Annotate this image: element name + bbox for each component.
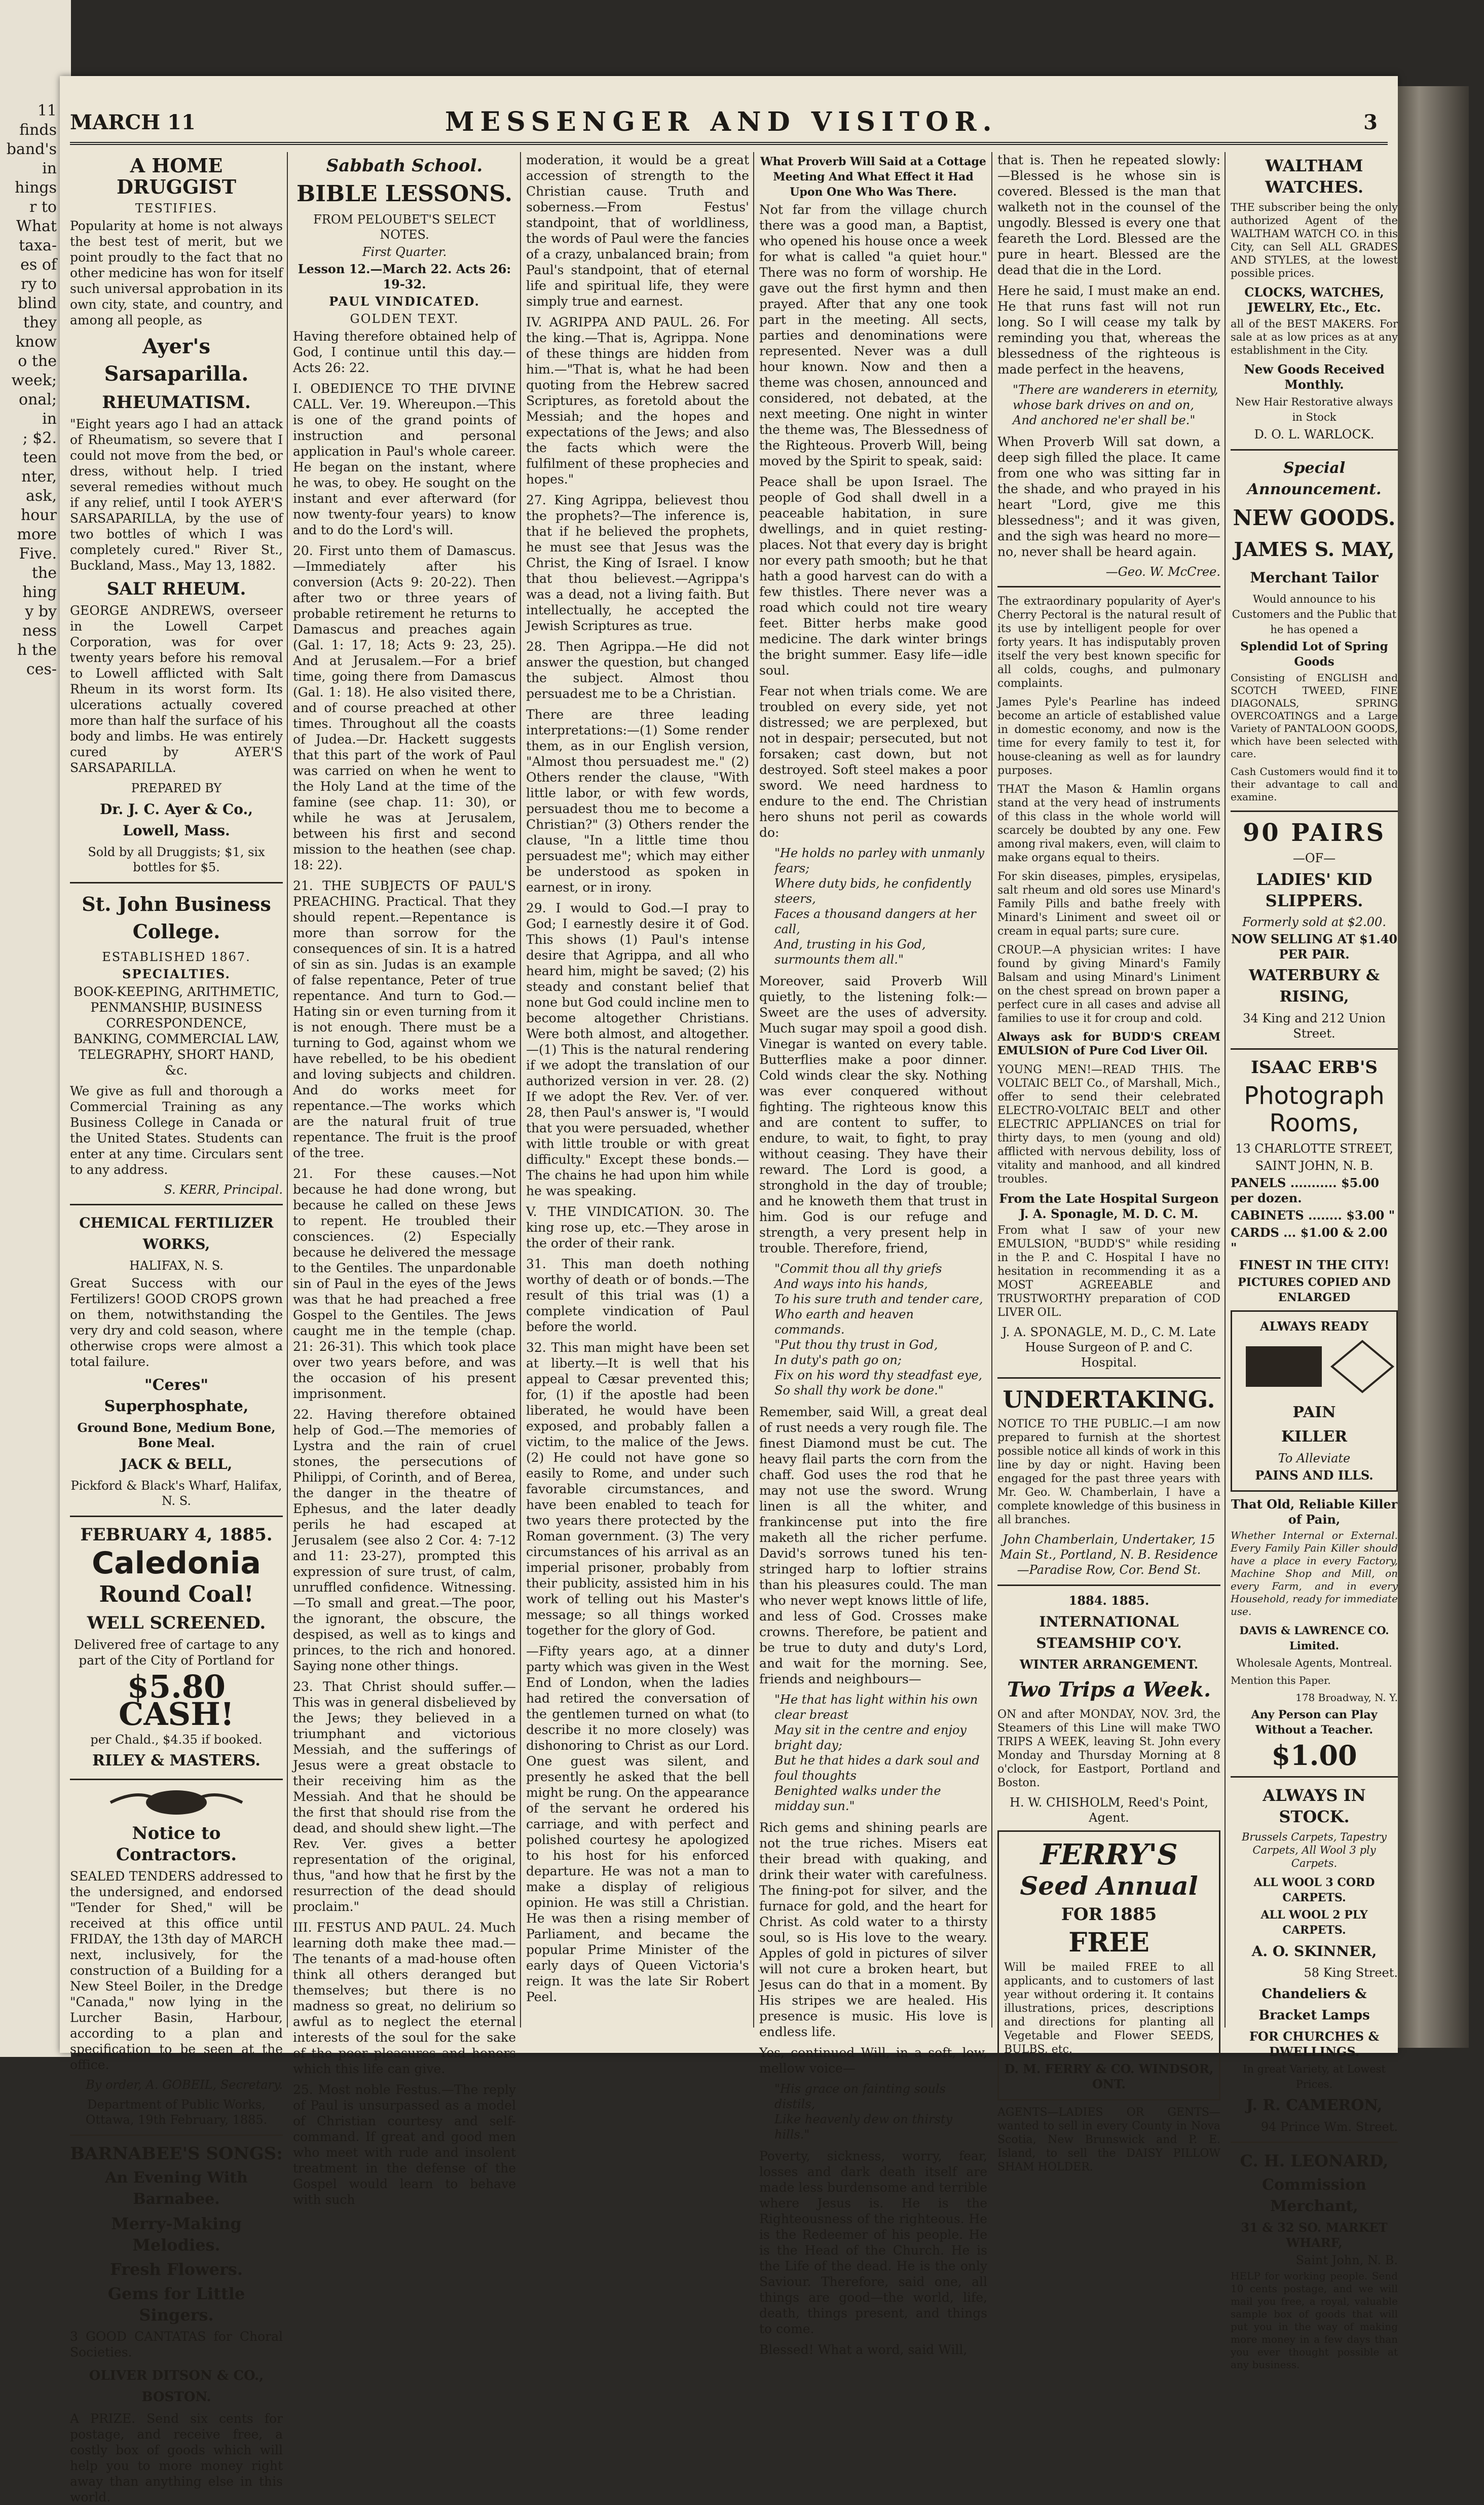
riley-masters: RILEY & MASTERS.	[92, 1752, 261, 1770]
college-established: ESTABLISHED 1867.	[102, 950, 251, 964]
fertilizer-location: HALIFAX, N. S.	[129, 1259, 224, 1273]
ad-paragraph: For skin diseases, pimples, erysipelas, salt rheum and old sores use Minard's Family Pills and bathe freely with Minard's Liniment and sweet oil or cream in equal parts; sure cure.	[997, 870, 1220, 938]
article-paragraph: When Proverb Will sat down, a deep sigh filled the place. It came from one who was sitting far in the shade, and who prayed in his heart "Lord, give me this blessedness"; and it was given, and the sigh was heard no more—no, never shall be heard again.	[997, 434, 1220, 559]
carpets-text: Brussels Carpets, Tapestry Carpets, All Wool 3 ply Carpets.	[1241, 1831, 1387, 1869]
ad-paragraph: YOUNG MEN!—READ THIS. The VOLTAIC BELT Co., of Marshall, Mich., offer to send their celebrated ELECTRO-VOLTAIC BELT and other ELECTRIC APPLIANCES on trial for thirty days, to men (young and old) afflicted with nervous debility, loss of vitality and manhood, and all kindred troubles.	[997, 1063, 1220, 1186]
article-paragraph: Poverty, sickness, worry, fear, losses and dark death itself are made less burdensome and terrible where Jesus is. He is the Righteousness of the righteous. He is the Redeemer of his people. He is the Head of the Church. He is the Life of the dead. He is the only Saviour. Therefore, said one, all things are good—the world, life, death, things present, and things to come.	[759, 2149, 987, 2336]
finest-label: FINEST IN THE CITY!	[1239, 1258, 1390, 1272]
gems-heading: Gems for Little Singers.	[107, 2284, 245, 2325]
erb-city: SAINT JOHN, N. B.	[1255, 1159, 1374, 1173]
bone-products: Ground Bone, Medium Bone, Bone Meal.	[77, 1420, 276, 1450]
evening-heading: An Evening With Barnabee.	[105, 2169, 248, 2208]
college-heading: St. John Business College.	[82, 893, 271, 943]
adjacent-page-fragment: they	[23, 314, 57, 331]
merry-heading: Merry-Making Melodies.	[111, 2214, 242, 2255]
agents-ad: AGENTS—LADIES OR GENTS—wanted to sell in every County in Nova Scotia, New Brunswick and P. E. Island, to sell the DAISY PILLOW SHAM HOLDER.	[997, 2106, 1220, 2174]
book-page-edges	[1398, 86, 1469, 2048]
adjacent-page-fragment: o the	[18, 352, 57, 370]
lesson-paragraph: IV. AGRIPPA AND PAUL. 26. For the king.—That is, Agrippa. None of these things are hidden from him.—"That is, what he had been quoting from the Hebrew sacred Scriptures, as foretold about the Messiah; and the hopes and expectations of the Jews; and also the facts which were the fulfilment of these prophecies and hopes."	[526, 315, 749, 487]
may-text: Consisting of ENGLISH and SCOTCH TWEED, FINE DIAGONALS, SPRING OVERCOATINGS and a Large Variety of PANTALOON GOODS, which have been selected with care.	[1231, 672, 1398, 760]
article-poem: "Commit thou all thy griefs And ways into his hands, To his sure truth and tender care, Who earth and heaven commands. "Put thou thy trust in God, In duty's path go on; Fix on his word thy steadfast eye, So shall thy work be done."	[774, 1262, 983, 1397]
davis-lawrence: DAVIS & LAWRENCE CO. Limited.	[1239, 1624, 1389, 1652]
formerly-price: Formerly sold at $2.00.	[1242, 915, 1386, 929]
cards-price: CARDS ... $1.00 & 2.00 "	[1231, 1225, 1388, 1255]
new-goods-heading: NEW GOODS.	[1233, 505, 1396, 530]
lesson-paragraph: 31. This man doeth nothing worthy of death or of bonds.—The result of this trial was (1) a complete vindication of Paul before the world.	[526, 1257, 749, 1334]
copied-label: PICTURES COPIED AND ENLARGED	[1238, 1276, 1391, 1304]
ferry-company: D. M. FERRY & CO. WINDSOR, ONT.	[1004, 2061, 1214, 2091]
column-rule	[287, 152, 288, 2028]
photograph-rooms: Photograph Rooms,	[1244, 1082, 1385, 1137]
rheumatism-text: "Eight years ago I had an attack of Rheumatism, so severe that I could not move from the bed, or dress, without help. I tried several remedies without much if any relief, until I took AYER'S SARSAPARILLA, by the use of two bottles of which I was completely cured." River St., Buckland, Mass., May 13, 1882.	[70, 417, 283, 573]
always-stock-heading: ALWAYS IN STOCK.	[1263, 1786, 1366, 1826]
divider	[1231, 1048, 1398, 1050]
adjacent-page-fragment: know	[15, 333, 57, 351]
lesson-paragraph: moderation, it would be a great accession of strength to the Christian cause. Truth and soberness.—From Festus' standpoint, that of worldliness, the words of Paul were the fancies of a crazy, unbalanced brain; from Paul's standpoint, that of eternal life and spiritual life, they were simply true and earnest.	[526, 153, 749, 309]
quarter-label: First Quarter.	[362, 245, 447, 259]
variety-label: In great Variety, at Lowest Prices.	[1243, 2063, 1386, 2090]
help-ad: HELP for working people. Send 10 cents postage, and we will mail you free, a royal, valuable sample box of goods that will put you in the way of making more money in a few days than you ever thought possible at any business.	[1231, 2270, 1398, 2371]
warlock-name: D. O. L. WARLOCK.	[1254, 427, 1375, 441]
contractors-department: Department of Public Works, Ottawa, 19th February, 1885.	[85, 2097, 268, 2127]
leonard-city: Saint John, N. B.	[1295, 2253, 1398, 2267]
ad-paragraph: The extraordinary popularity of Ayer's Cherry Pectoral is the natural result of its use by intelligent people for over forty years. It has indisputably proven itself the very best known specific for all colds, coughs, and pulmonary complaints.	[997, 595, 1220, 690]
steamship-text: ON and after MONDAY, NOV. 3rd, the Steamers of this Line will make TWO TRIPS A WEEK, leaving St. John every Monday and Thursday Morning at 8 o'clock, for Eastport, Portland and Boston.	[997, 1708, 1220, 1789]
reliable-heading: That Old, Reliable Killer of Pain,	[1231, 1497, 1398, 1527]
adjacent-page-fragment: es of	[20, 256, 57, 274]
divider	[997, 1585, 1220, 1586]
column-6-ads	[1231, 152, 1398, 2371]
ceres-heading: "Ceres" Superphosphate,	[104, 1376, 249, 1415]
college-specialties-heading: SPECIALTIES.	[122, 967, 231, 981]
lesson-paragraph: III. FESTUS AND PAUL. 24. Much learning doth make thee mad.—The tenants of a mad-house often think all others deranged but themselves; but there is no madness so great, no delirium so awful as to neglect the eternal interests of the soul for the sake of the poor pleasures and honors which this life can give.	[293, 1920, 516, 2076]
merchant-tailor: Merchant Tailor	[1250, 569, 1379, 586]
salt-rheum-heading: SALT RHEUM.	[106, 579, 246, 599]
column-1-ads	[70, 152, 283, 2504]
adjacent-page-fragment: h the	[17, 641, 57, 659]
special-announcement: Special Announcement.	[1247, 459, 1382, 498]
seed-text: Will be mailed FREE to all applicants, and to customers of last year without ordering it. It contains illustrations, prices, descriptions and directions for planting all Vegetable and Flower SEEDS, BULBS, etc.	[1004, 1961, 1214, 2056]
new-goods-monthly: New Goods Received Monthly.	[1244, 362, 1385, 392]
free-label: FREE	[1068, 1927, 1149, 1958]
chandeliers-heading: Chandeliers & Bracket Lamps	[1258, 1986, 1370, 2023]
coal-date: FEBRUARY 4, 1885.	[80, 1525, 273, 1545]
seed-annual: Seed Annual	[1020, 1871, 1198, 1901]
steamship-agent: H. W. CHISHOLM, Reed's Point, Agent.	[1010, 1795, 1208, 1825]
crest-icon	[100, 1787, 252, 1818]
erb-heading: ISAAC ERB'S	[1251, 1057, 1378, 1078]
seed-year: FOR 1885	[1061, 1904, 1157, 1925]
wholesale-agents: Wholesale Agents, Montreal.	[1236, 1657, 1392, 1669]
column-2-bible-lessons	[293, 152, 516, 2207]
erb-street: 13 CHARLOTTE STREET,	[1235, 1141, 1393, 1156]
article-signature: —Geo. W. McCree.	[1105, 565, 1220, 579]
ditson-company: OLIVER DITSON & CO., BOSTON.	[89, 2368, 264, 2405]
adjacent-page-fragment: ; $2.	[22, 429, 57, 447]
ad-paragraph: THAT the Mason & Hamlin organs stand at the very head of instruments of this class in the whole world will scarcely be doubted by any one. Few among rival makers, even, will claim to make organs equal to theirs.	[997, 783, 1220, 864]
barnabee-heading: BARNABEE'S SONGS:	[70, 2144, 283, 2164]
adjacent-page-fragment: finds	[19, 121, 57, 139]
broadway-address: 178 Broadway, N. Y.	[1295, 1691, 1398, 1704]
druggist-subheading: TESTIFIES.	[135, 201, 218, 215]
alleviate-label: To Alleviate	[1278, 1451, 1351, 1465]
column-rule	[520, 152, 521, 2028]
pain-killer-bottle-icon	[1241, 1336, 1388, 1397]
article-paragraph: Fear not when trials come. We are troubled on every side, yet not distressed; we are perplexed, but not in despair; persecuted, but not forsaken; cast down, but not destroyed. Soft steel makes a poor sword. We need hardness to endure to the end. The Christian hero shuns not peril as cowards do:	[759, 684, 987, 840]
lesson-paragraph: 27. King Agrippa, believest thou the prophets?—The inference is, that if he believed the prophets, he must see that Jesus was the Christ, the King of Israel. I know that thou believest.—Agrippa's was a dead, not a living faith. But intellectually, he accepted the Jewish Scriptures as true.	[526, 493, 749, 633]
waterbury-rising: WATERBURY & RISING,	[1248, 967, 1380, 1006]
mention-paper: Mention this Paper.	[1231, 1674, 1331, 1686]
ad-paragraph: Always ask for BUDD'S CREAM EMULSION of Pure Cod Liver Oil.	[997, 1030, 1220, 1057]
newspaper-page	[60, 76, 1398, 2504]
adjacent-page-fragment: taxa-	[19, 237, 57, 254]
article-poem: "He that has light within his own clear breast May sit in the centre and enjoy bright day; But he that hides a dark soul and foul thoughts Benighted walks under the midday sun."	[774, 1692, 980, 1813]
spring-goods: Splendid Lot of Spring Goods	[1240, 640, 1388, 669]
lesson-paragraph: 21. THE SUBJECTS OF PAUL'S PREACHING. Practical. That they should repent.—Repentance is more than sorrow for the consequences of sin. It is a hatred of sin as sin. Judas is an example of false repentance, Peter of true repentance. And turn to God.—Hating sin or even turning from it is not enough. There must be a turning to God, against whom we have rebelled, to be his obedient and loving subjects and children. And do works meet for repentance.—The works which are the natural fruit of true repentance. The fruit is the proof of the tree.	[293, 878, 516, 1160]
adjacent-page-fragment: ry to	[21, 275, 57, 293]
divider	[70, 2134, 283, 2136]
always-ready: ALWAYS READY	[1259, 1319, 1369, 1334]
column-rule	[753, 152, 754, 2028]
waterbury-address: 34 King and 212 Union Street.	[1243, 1011, 1386, 1041]
coal-price: $5.80 CASH!	[118, 1668, 235, 1733]
skinner-address: 58 King Street.	[1304, 1966, 1398, 1980]
hair-restorative: New Hair Restorative always in Stock	[1235, 396, 1393, 423]
fertilizer-heading: CHEMICAL FERTILIZER WORKS,	[79, 1214, 274, 1252]
wool-3-cord: ALL WOOL 3 CORD CARPETS.	[1253, 1876, 1375, 1904]
of-label: —OF—	[1292, 851, 1336, 865]
column-rule	[991, 152, 992, 2028]
college-specialties: BOOK-KEEPING, ARITHMETIC, PENMANSHIP, BUSINESS CORRESPONDENCE, BANKING, COMMERCIAL LAW, TELEGRAPHY, SHORT HAND, &c.	[73, 984, 280, 1078]
divider	[1231, 811, 1398, 812]
watches-text: all of the BEST MAKERS. For sale at as low prices as at any establishment in the City.	[1231, 318, 1398, 356]
adjacent-page-fragment: blind	[18, 294, 57, 312]
adjacent-page-strip	[0, 101, 60, 1926]
lesson-label: Lesson 12.—March 22. Acts 26: 19-32.	[298, 262, 511, 291]
college-text: We give as full and thorough a Commercial Training as any Business College in Canada or the United States. Students can enter at any time. Circulars sent to any address.	[70, 1084, 283, 1177]
ayer-company: Dr. J. C. Ayer & Co., Lowell, Mass.	[100, 801, 253, 839]
steamship-years: 1884. 1885.	[1068, 1593, 1149, 1608]
adjacent-page-fragment: ask,	[26, 487, 57, 505]
now-selling: NOW SELLING AT $1.40 PER PAIR.	[1231, 932, 1398, 962]
per-chaldron: per Chald., $4.35 if booked.	[90, 1733, 263, 1747]
druggist-heading: A HOME DRUGGIST	[116, 154, 237, 198]
sabbath-school-heading: Sabbath School.	[326, 156, 483, 176]
fertilizer-text: Great Success with our Fertilizers! GOOD CROPS grown on them, notwithstanding the very dry and cold season, where otherwise crops were almost a total failure.	[70, 1276, 283, 1369]
article-paragraph: Remember, said Will, a great deal of rust needs a very rough file. The finest Diamond must be cut. The heavy flail parts the corn from the chaff. God uses the rod that he may not use the sword. Wrung linen is all the whiter, and frankincense put into the fire maketh all the richer perfume. David's sorrows tuned his ten-stringed harp to loftier strains than his pleasures could. The man who never wept knows little of life, and less of God. Crosses make crowns. Therefore, be patient and be true to duty and duty's Lord, and wait for the morning. See, friends and neighbours—	[759, 1405, 987, 1686]
coal-text: Delivered free of cartage to any part of the City of Portland for	[73, 1637, 279, 1668]
article-paragraph: Blessed! What a word, said Will,	[759, 2342, 968, 2357]
divider	[1231, 1776, 1398, 1778]
adjacent-page-fragment: ness	[22, 622, 57, 640]
sponagle-signature: J. A. SPONAGLE, M. D., C. M. Late House Surgeon of P. and C. Hospital.	[1002, 1325, 1216, 1370]
wool-2-ply: ALL WOOL 2 PLY CARPETS.	[1260, 1908, 1368, 1937]
sarsaparilla-heading: Ayer's Sarsaparilla.	[104, 335, 249, 386]
lesson-paragraph: 32. This man might have been set at liberty.—It is well that his appeal to Cæsar prevented this; for, (1) if the apostle had been liberated, he would have been exposed, and probably fallen a victim, to the malice of the Jews. (2) He could not have gone so easily to Rome, and under such favorable circumstances, and have been enabled to teach for two years there protected by the Roman government. (3) The very circumstances of his arrival as an imperial prisoner, probably from their publicity, assisted him in his work of telling out his Master's message; so all things worked together for the glory of God.	[526, 1340, 749, 1638]
article-paragraph: that is. Then he repeated slowly:—Blessed is he whose sin is covered. Blessed is the man that walketh not in the counsel of the ungodly. Blessed is every one that feareth the Lord. Blessed are the pure in heart. Blessed are the dead that die in the Lord.	[997, 153, 1220, 277]
cantatas-text: 3 GOOD CANTATAS for Choral Societies.	[70, 2329, 283, 2360]
watches-heading: WALTHAM WATCHES.	[1265, 156, 1363, 197]
page-number: 3	[1363, 110, 1378, 134]
article-paragraph: Peace shall be upon Israel. The people of God shall dwell in a peaceable habitation, in sure dwellings, and in quiet resting-places. Not that every day is bright nor every path smooth; but he that hath a good harvest can do with a few thistles. There never was a road which could not tire weary feet. Bitter herbs make good medicine. The dark winter brings the bright summer. Easy life—idle soul.	[759, 474, 987, 678]
cameron-name: J. R. CAMERON,	[1246, 2096, 1383, 2114]
cabinets-price: CABINETS ........ $3.00 "	[1231, 1208, 1395, 1223]
article-heading: What Proverb Will Said at a Cottage Meeting And What Effect it Had Upon One Who Was There.	[760, 155, 986, 199]
adjacent-page-fragment: 11	[37, 102, 57, 120]
adjacent-page-fragment: in	[42, 410, 57, 428]
lesson-paragraph: 23. That Christ should suffer.—This was in general disbelieved by the Jews; they believed in a triumphant and victorious Messiah, and the sufferings of Jesus were a great obstacle to their receiving him as the Messiah. And that he should be the first that should rise from the dead, and should shew light.—The Rev. Ver. gives a better representation of the original, thus, "and how that he first by the resurrection of the dead should proclaim."	[293, 1679, 516, 1914]
peloubet-source: FROM PELOUBET'S SELECT NOTES.	[313, 212, 496, 242]
undertaker-name: John Chamberlain, Undertaker, 15 Main St., Portland, N. B. Residence—Paradise Row, Cor. Bend St.	[1000, 1532, 1218, 1577]
golden-text-label: GOLDEN TEXT.	[350, 312, 459, 326]
article-paragraph: Yes, continued Will, in a soft, low, mellow voice—	[759, 2045, 987, 2076]
adjacent-page-fragment: teen	[23, 449, 57, 466]
adjacent-page-fragment: Five.	[19, 545, 57, 563]
commission-merchant: Commission Merchant,	[1262, 2176, 1366, 2215]
lesson-paragraph: I. OBEDIENCE TO THE DIVINE CALL. Ver. 19. Whereupon.—This is one of the grand points of instruction and personal application in Paul's whole career. He began on the instant, where he was, to obey. He sought on the instant and ever afterward (for now twenty-four years) to know and to do the Lord's will.	[293, 381, 516, 537]
lesson-paragraph: 20. First unto them of Damascus.—Immediately after his conversion (Acts 9: 20-22). Then after two or three years of probable retirement he returns to Damascus and preaches again (Gal. 1: 17, 18; Acts 9: 23, 25). And at Jerusalem.—For a brief time, going there from Damascus (Gal. 1: 18). He also visited there, and of course preached at other times. Throughout all the coasts of Judea.—Dr. Hackett suggests that this part of the work of Paul was carried on when he went to the Holy Land at the time of the famine (see chap. 11: 30), or while he was at Jerusalem, between his first and second mission to the heathen (see chap. 18: 22).	[293, 543, 516, 872]
adjacent-page-fragment: ces-	[26, 660, 57, 678]
adjacent-page-fragment: band's	[6, 140, 57, 158]
adjacent-page-fragment: r to	[29, 198, 57, 216]
divider	[997, 586, 1220, 587]
column-5-article-and-ads	[997, 152, 1220, 2174]
rheumatism-heading: RHEUMATISM.	[102, 392, 251, 413]
panels-price: PANELS ........... $5.00 per dozen.	[1231, 1175, 1380, 1205]
round-coal: Round Coal!	[99, 1581, 254, 1607]
pain-killer-ad	[1231, 1310, 1398, 1492]
adjacent-page-fragment: nter,	[21, 468, 57, 486]
lesson-paragraph: 29. I would to God.—I pray to God; I earnestly desire it of God. This shows (1) Paul's intense desire that Agrippa, and all who heard him, might be saved; (2) his steady and constant belief that none but God could incline men to become altogether Christians. Were both almost, and altogether.—(1) This is the natural rendering if we adopt the translation of our authorized version in ver. 28. (2) If we adopt the Rev. Ver. of ver. 28, then Paul's answer is, "I would that you were persuaded, whether with little trouble or with great difficulty." Except these bonds.—The chains he had upon him while he was speaking.	[526, 901, 749, 1198]
divider	[70, 1516, 283, 1517]
divider	[1231, 449, 1398, 451]
teacher-heading: Any Person can Play Without a Teacher.	[1251, 1708, 1378, 1737]
james-may: JAMES S. MAY,	[1234, 538, 1395, 561]
issue-date: MARCH 11	[70, 110, 196, 134]
divider	[997, 1377, 1220, 1379]
pain-label: PAIN	[1292, 1404, 1336, 1421]
lesson-paragraph: 21. For these causes.—Not because he had done wrong, but because he called on these Jews to repent. He troubled their consciences. (2) Especially because he delivered the message to the Gentiles. The unpardonable sin of Paul in the eyes of the Jews was that he had preached a free Gospel to the Gentiles. The Jews caught me in the temple (chap. 21: 26-31). This which took place over two years before, and was the occasion of his present imprisonment.	[293, 1166, 516, 1401]
prepared-by: PREPARED BY	[131, 781, 222, 795]
killer-label: KILLER	[1281, 1428, 1348, 1446]
winter-arrangement: WINTER ARRANGEMENT.	[1019, 1657, 1199, 1672]
adjacent-page-fragment: y by	[25, 603, 57, 620]
lesson-paragraph: 25. Most noble Festus.—The reply of Paul is unsurpassed as a model of Christian courtesy and self-command. If great and good men who meet with rude and insolent treatment in the defense of the Gospel would learn to behave with such	[293, 2082, 516, 2207]
ferry-heading: FERRY'S	[1040, 1838, 1178, 1871]
jack-bell-address: Pickford & Black's Wharf, Halifax, N. S.	[70, 1479, 282, 1508]
newspaper-title: MESSENGER AND VISITOR.	[445, 106, 998, 137]
ad-paragraph: CROUP.—A physician writes: I have found by giving Minard's Family Balsam and using Minard's Liniment on the chest spread on brown paper a perfect cure in all cases and advise all families to use it for croup and cold.	[997, 944, 1220, 1025]
prize-text: A PRIZE. Send six cents for postage, and receive free, a costly box of goods which will help you to more money right away than anything else in this world.	[70, 2411, 283, 2504]
lesson-paragraph: V. THE VINDICATION. 30. The king rose up, etc.—They arose in the order of their rank.	[526, 1204, 749, 1250]
adjacent-page-fragment: hings	[15, 179, 57, 197]
masthead	[70, 106, 1388, 145]
jack-bell: JACK & BELL,	[120, 1456, 233, 1472]
adjacent-page-fragment: the	[31, 564, 57, 582]
contractors-text: SEALED TENDERS addressed to the undersigned, and endorsed "Tender for Shed," will be received at this office until FRIDAY, the 13th day of MARCH next, inclusively, for the construction of a Building for a New Steel Boiler, in the Dredge "Canada," now lying in the Lurcher Basin, Harbour, according to a plan and specification to be seen at the office.	[70, 1869, 283, 2072]
column-3-bible-lessons-cont	[526, 152, 749, 2028]
adjacent-page-fragment: hour	[20, 506, 57, 524]
adjacent-page-fragment: week;	[11, 372, 57, 389]
lesson-title: PAUL VINDICATED.	[329, 294, 480, 309]
lesson-paragraph: 22. Having therefore obtained help of God.—The memories of Lystra and the rain of cruel stones, the persecutions of Philippi, of Corinth, and of Berea, the danger in the theatre of Ephesus, and the later deadly perils he had escaped at Jerusalem (see also 2 Cor. 4: 7-12 and 11: 23-27), prompted this expression of sure trust, of calm, unruffled confidence. Witnessing.—To small and great.—The poor, the ignorant, the obscure, the despised, as well as to kings and princes, to the rich and honored. Saying none other things.	[293, 1407, 516, 1673]
adjacent-page-fragment: What	[16, 217, 57, 235]
leonard-wharf: 31 & 32 SO. MARKET WHARF,	[1241, 2220, 1388, 2250]
adjacent-page-fragment: hing	[22, 583, 57, 601]
fresh-flowers-heading: Fresh Flowers.	[110, 2260, 243, 2279]
college-principal: S. KERR, Principal.	[164, 1183, 283, 1197]
undertaking-text: NOTICE TO THE PUBLIC.—I am now prepared to furnish at the shortest possible notice all kinds of work in this line by day or night. Having been engaged for the past three years with Mr. Geo. W. Chamberlain, I have a complete knowledge of this business in all branches.	[997, 1418, 1220, 1526]
slippers-heading: LADIES' KID SLIPPERS.	[1256, 870, 1372, 910]
article-paragraph: Moreover, said Proverb Will quietly, to the listening folk:—Sweet are the uses of adversity. Much sugar may spoil a good dish. Vinegar is wanted on every table. Butterflies make a poor dinner. Cold winds clear the sky. Nothing was ever conquered without fighting. The righteous know this and are content to suffer, to endure, to wait, to fight, to pray without ceasing. They have their reward. The Lord is good, a stronghold in the day of trouble; and he knoweth them that trust in him. God is our refuge and strength, a very present help in trouble. Therefore, friend,	[759, 974, 987, 1256]
article-poem: "His grace on fainting souls distils, Like heavenly dew on thirsty hills."	[774, 2082, 953, 2142]
lesson-paragraph: 28. Then Agrippa.—He did not answer the question, but changed the subject. Almost thou persuadest me to be a Christian.	[526, 639, 749, 701]
column-4-article	[759, 152, 987, 2357]
divider	[70, 882, 283, 883]
contractors-signature: By order, A. GOBEIL, Secretary.	[86, 2078, 283, 2092]
article-paragraph: Rich gems and shining pearls are not the true riches. Misers eat their bread with quaking, and drink their water with carefulness. The fining-pot for silver, and the furnace for gold, and the heart for Christ. As cold water to a thirsty soul, so is His love to the weary. Apples of gold in pictures of silver will not cure a broken heart, but Jesus can do that in a moment. By His stripes we are healed. His presence is music. His love is endless life.	[759, 1820, 987, 2039]
ferry-seed-ad	[997, 1830, 1220, 2101]
ad-paragraph: From what I saw of your new EMULSION, "BUDD'S" while residing in the P. and C. Hospital I have no hesitation in recommending it as a MOST AGREEABLE and TRUSTWORTHY preparation of COD LIVER OIL.	[997, 1224, 1220, 1319]
sold-by: Sold by all Druggists; $1, six bottles for $5.	[88, 845, 265, 874]
pain-text: Whether Internal or External. Every Family Pain Killer should have a place in every Factory, Machine Shop and Mill, on every Farm, and in every Household, ready for immediate use.	[1231, 1529, 1398, 1617]
adjacent-page-fragment: in	[42, 160, 57, 177]
adjacent-page-fragment: onal;	[19, 391, 57, 409]
churches-label: FOR CHURCHES & DWELLINGS.	[1249, 2029, 1380, 2059]
lesson-paragraph: There are three leading interpretations:—(1) Some render them, as in our English version, "Almost thou persuadest me." (2) Others render the clause, "With little labor, or with few words, persuadest thou me to become a Christian?" (3) Others render the clause, "In a little time thou persuadest me"; which may either be understood as spoken in earnest, or in irony.	[526, 707, 749, 895]
article-paragraph: Here he said, I must make an end. He that runs fast will not run long. So I will cease my talk by reminding you that, whereas the blessedness of the righteous is made perfect in the heavens,	[997, 283, 1220, 377]
column-rule	[1225, 152, 1226, 2028]
leonard-name: C. H. LEONARD,	[1240, 2151, 1389, 2170]
adjacent-page-fragment: more	[17, 526, 57, 543]
article-paragraph: Not far from the village church there was a good man, a Baptist, who opened his house once a week for what is called "a quiet hour." There was no form of worship. He gave out the first hymn and then prayed. After that any one took part in the meeting. All sects, parties and denominations were represented. Never was a dull hour known. Now and then a theme was chosen, announced and considered, not debated, at the next meeting. One night in winter the theme was, The Blessedness of the Righteous. Proverb Will, being moved by the Spirit to speak, said:	[759, 202, 987, 468]
pairs-heading: 90 PAIRS	[1242, 819, 1386, 847]
ad-heading: From the Late Hospital Surgeon J. A. Sponagle, M. D. C. M.	[999, 1191, 1219, 1221]
divider	[1231, 2142, 1398, 2143]
dollar-price: $1.00	[1271, 1739, 1357, 1772]
ad-paragraph: James Pyle's Pearline has indeed become an article of established value in domestic economy, and now is the time for every family to test it, for house-cleaning as well as for laundry purposes.	[997, 696, 1220, 777]
article-poem: "He holds no parley with unmanly fears; Where duty bids, he confidently steers, Faces a thousand dangers at her call, And, trusting in his God, surmounts them all."	[774, 846, 985, 967]
steamship-heading: INTERNATIONAL STEAMSHIP CO'Y.	[1036, 1613, 1182, 1651]
well-screened: WELL SCREENED.	[87, 1613, 266, 1633]
may-text: Would announce to his Customers and the Public that he has opened a	[1232, 593, 1397, 636]
pains-ills: PAINS AND ILLS.	[1255, 1468, 1374, 1483]
caledonia-heading: Caledonia	[92, 1545, 261, 1581]
golden-text: Having therefore obtained help of God, I continue until this day.—Acts 26: 22.	[293, 329, 516, 375]
peel-anecdote: —Fifty years ago, at a dinner party which was given in the West End of London, when the ladies had retired the conversation of the gentlemen turned on what (to describe it no more closely) was dishonoring to Christ as our Lord. One guest was silent, and presently he asked that the bell might be rung. On the appearance of the servant he ordered his carriage, and with perfect and polished courtesy he apologized to his host for his enforced departure. He was not a man to make a display of religious opinion. He was still a Christian. He was then a rising member of Parliament, and became the popular Prime Minister of the early days of Queen Victoria's reign. It was the late Sir Robert Peel.	[526, 1644, 749, 2004]
druggist-text: Popularity at home is not always the best test of merit, but we point proudly to the fact that no other medicine has won for itself such universal approbation in its own city, state, and country, and among all people, as	[70, 218, 283, 327]
divider	[70, 1779, 283, 1780]
clocks-heading: CLOCKS, WATCHES, JEWELRY, Etc., Etc.	[1244, 285, 1384, 315]
watches-text: THE subscriber being the only authorized Agent of the WALTHAM WATCH CO. in this City, can Sell ALL GRADES AND STYLES, at the lowest possible prices.	[1231, 201, 1398, 279]
skinner-name: A. O. SKINNER,	[1251, 1943, 1377, 1960]
contractors-heading: Notice to Contractors.	[116, 1823, 237, 1865]
article-poem: "There are wanderers in eternity, whose bark drives on and on, And anchored ne'er shall be."	[1013, 383, 1218, 427]
divider	[70, 1204, 283, 1205]
undertaking-heading: UNDERTAKING.	[1003, 1386, 1215, 1413]
cameron-address: 94 Prince Wm. Street.	[1260, 2120, 1398, 2134]
bible-lessons-heading: BIBLE LESSONS.	[296, 181, 512, 207]
salt-rheum-text: GEORGE ANDREWS, overseer in the Lowell Carpet Corporation, was for over twenty years before his removal to Lowell afflicted with Salt Rheum in its worst form. Its ulcerations actually covered more than half the surface of his body and limbs. He was entirely cured by AYER'S SARSAPARILLA.	[70, 603, 283, 775]
two-trips: Two Trips a Week.	[1007, 1678, 1211, 1702]
cash-customers: Cash Customers would find it to their advantage to call and examine.	[1231, 765, 1398, 803]
